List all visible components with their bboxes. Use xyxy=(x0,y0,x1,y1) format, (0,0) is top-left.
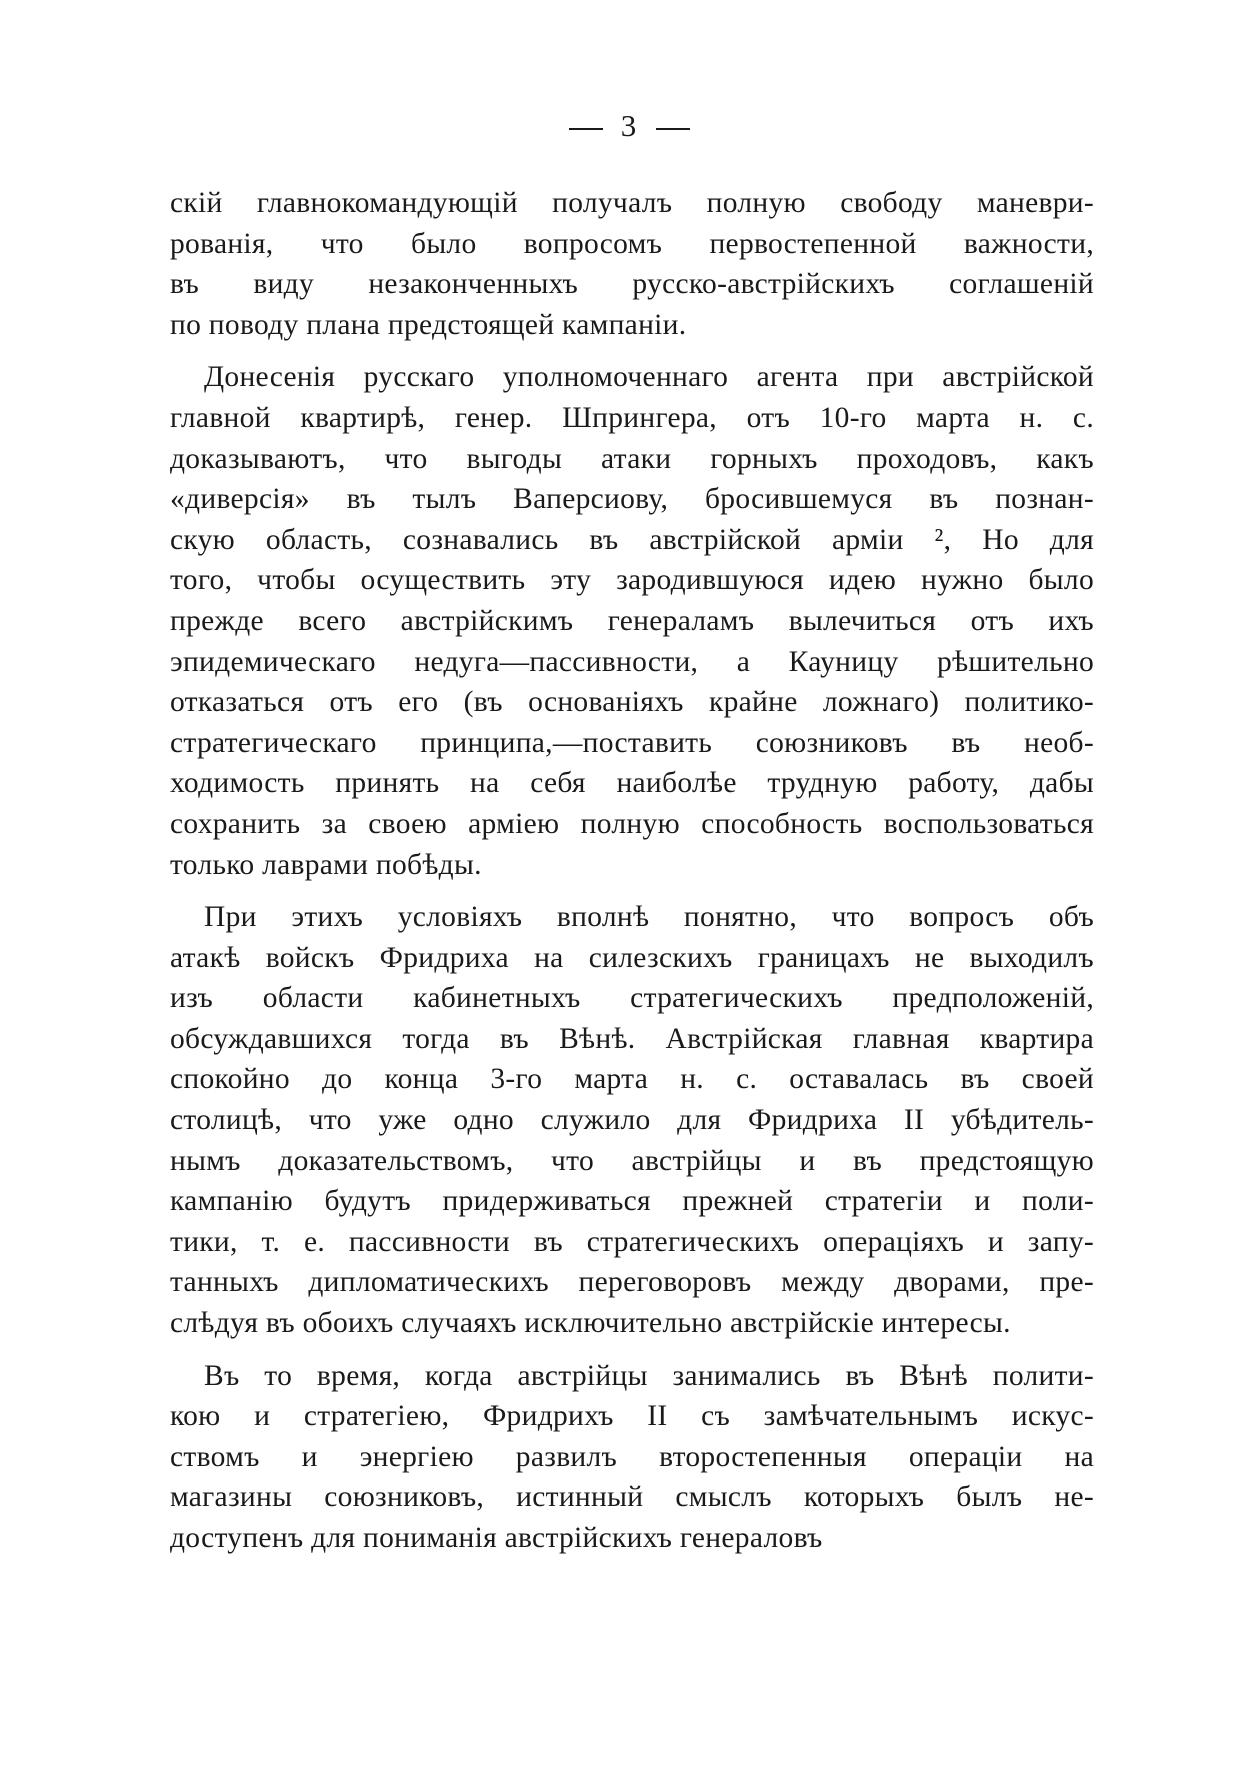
text-line: въ виду незаконченныхъ русско-австрійскихъ соглашеній xyxy=(170,268,1094,301)
text-line: «диверсія» въ тылъ Ваперсиову, бросившемуся въ познан- xyxy=(170,483,1094,516)
text-line: доступенъ для пониманія австрійскихъ генераловъ xyxy=(170,1522,823,1554)
text-line: тики, т. е. пассивности въ стратегическихъ операціяхъ и запу- xyxy=(170,1225,1094,1258)
text-line: отказаться отъ его (въ основаніяхъ крайне ложнаго) политико- xyxy=(170,686,1094,719)
text-line: эпидемическаго недуга—пассивности, а Кауницу рѣшительно xyxy=(170,645,1094,678)
text-line: магазины союзниковъ, истинный смыслъ которыхъ былъ не- xyxy=(170,1481,1094,1514)
text-line: доказываютъ, что выгоды атаки горныхъ проходовъ, какъ xyxy=(170,442,1094,475)
text-line: При этихъ условіяхъ вполнѣ понятно, что вопросъ объ xyxy=(204,901,1094,934)
header-dash-left xyxy=(569,128,603,130)
text-line: стратегическаго принципа,—поставить союзниковъ въ необ- xyxy=(170,726,1094,759)
text-line: по поводу плана предстоящей кампаніи. xyxy=(170,308,687,341)
text-line: Донесенія русскаго уполномоченнаго агента при австрійской xyxy=(204,361,1094,394)
text-line: скій главнокомандующій получалъ полную свободу маневри- xyxy=(170,187,1094,219)
paragraph xyxy=(170,897,1094,1344)
text-line: изъ области кабинетныхъ стратегическихъ предположеній, xyxy=(170,982,1094,1015)
page-header xyxy=(0,106,1259,146)
text-line: ствомъ и энергіею развилъ второстепенныя операціи на xyxy=(170,1440,1094,1473)
paragraph xyxy=(170,183,1094,345)
text-line: спокойно до конца 3-го марта н. с. оставалась въ своей xyxy=(170,1063,1094,1096)
text-line: нымъ доказательствомъ, что австрійцы и въ предстоящую xyxy=(170,1144,1094,1177)
paragraph xyxy=(170,357,1094,885)
text-line: главной квартирѣ, генер. Шпрингера, отъ 10-го марта н. с. xyxy=(170,401,1094,434)
text-line: кою и стратегіею, Фридрихъ II съ замѣчательнымъ искус- xyxy=(170,1400,1094,1433)
text-line: танныхъ дипломатическихъ переговоровъ между дворами, пре- xyxy=(170,1266,1094,1299)
text-line: атакѣ войскъ Фридриха на силезскихъ границахъ не выходилъ xyxy=(170,941,1094,974)
paragraph xyxy=(170,1356,1094,1559)
text-line: Въ то время, когда австрійцы занимались въ Вѣнѣ полити- xyxy=(204,1359,1094,1392)
text-line: сохранить за своею арміею полную способность воспользоваться xyxy=(170,807,1094,840)
text-line: ходимость принять на себя наиболѣе трудную работу, дабы xyxy=(170,767,1094,800)
text-line: слѣдуя въ обоихъ случаяхъ исключительно австрійскіе интересы. xyxy=(170,1307,1011,1340)
text-line: прежде всего австрійскимъ генераламъ вылечиться отъ ихъ xyxy=(170,604,1094,637)
body-text xyxy=(170,183,1094,1571)
text-line: только лаврами побѣды. xyxy=(170,848,482,881)
text-line: столицѣ, что уже одно служило для Фридриха II убѣдитель- xyxy=(170,1104,1094,1137)
text-line: кампанію будутъ придерживаться прежней стратегіи и поли- xyxy=(170,1185,1094,1218)
text-line: скую область, сознавались въ австрійской арміи ², Но для xyxy=(170,523,1094,556)
header-dash-right xyxy=(656,128,690,130)
text-line: обсуждавшихся тогда въ Вѣнѣ. Австрійская главная квартира xyxy=(170,1022,1094,1055)
text-line: рованія, что было вопросомъ первостепенной важности, xyxy=(170,227,1094,260)
text-line: того, чтобы осуществить эту зародившуюся идею нужно было xyxy=(170,564,1094,597)
page-number: 3 xyxy=(620,108,639,143)
